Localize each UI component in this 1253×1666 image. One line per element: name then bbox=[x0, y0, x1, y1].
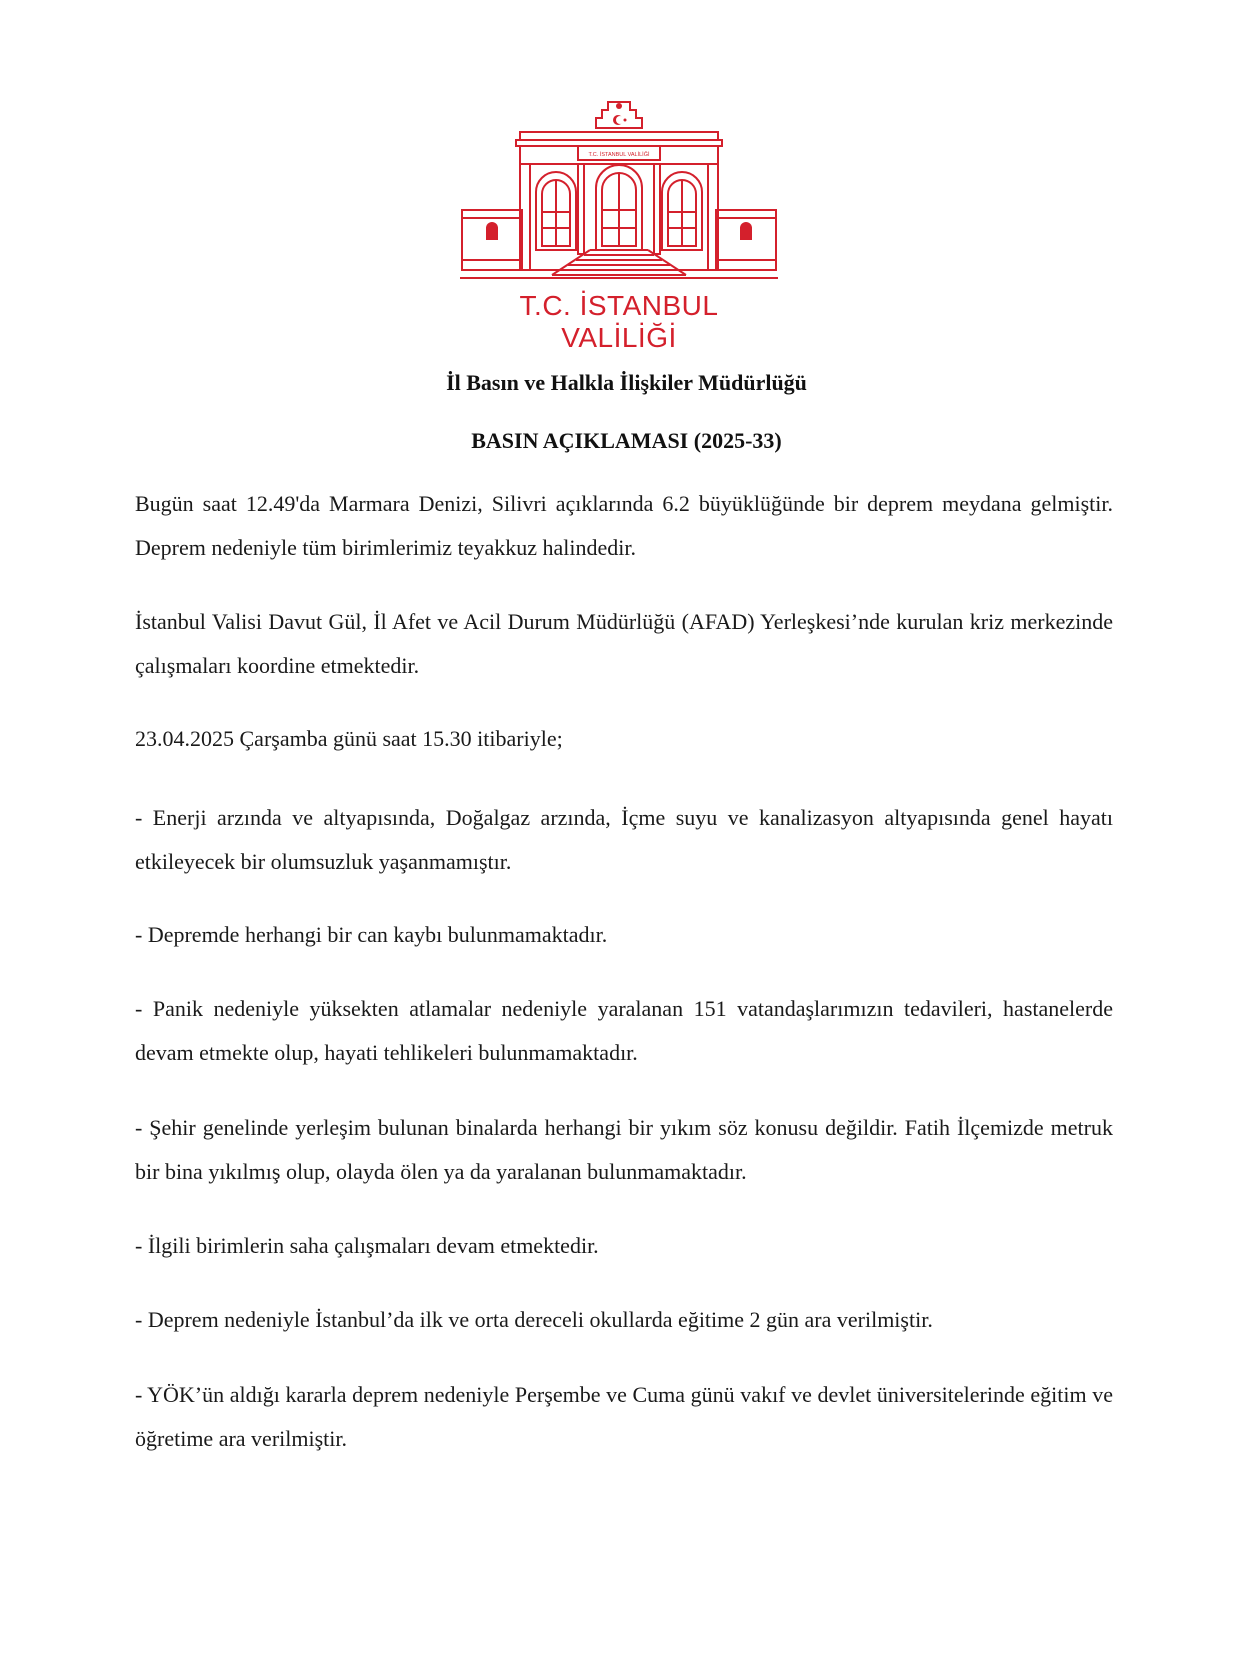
bullet-buildings: - Şehir genelinde yerleşim bulunan binalarda herhangi bir yıkım söz konusu değildir. Fatih İlçemizde metruk bir bina yıkılmış olup, olayda ölen ya da yaralanan bulunmamaktadır. bbox=[135, 1115, 1113, 1184]
governorship-building-icon bbox=[460, 100, 778, 280]
press-release-title: BASIN AÇIKLAMASI (2025-33) bbox=[471, 428, 782, 453]
logo-title: T.C. İSTANBUL VALİLİĞİ bbox=[519, 290, 719, 353]
bullet-infrastructure: - Enerji arzında ve altyapısında, Doğalgaz arzında, İçme suyu ve kanalizasyon altyapısında genel hayatı etkileyecek bir olumsuzluk yaşanmamıştır. bbox=[135, 805, 1113, 874]
bullet-casualties: - Depremde herhangi bir can kaybı bulunmamaktadır. bbox=[135, 922, 608, 947]
bullet-universities: - YÖK’ün aldığı kararla deprem nedeniyle Perşembe ve Cuma günü vakıf ve devlet üniversitelerinde eğitim ve öğretime ara verilmiştir. bbox=[135, 1382, 1113, 1451]
bullet-injured: - Panik nedeniyle yüksekten atlamalar nedeniyle yaralanan 151 vatandaşlarımızın tedavileri, hastanelerde devam etmekte olup, hayati tehlikeleri bulunmamaktadır. bbox=[135, 996, 1113, 1065]
department-heading: İl Basın ve Halkla İlişkiler Müdürlüğü bbox=[446, 370, 807, 395]
bullet-field-work: - İlgili birimlerin saha çalışmaları devam etmektedir. bbox=[135, 1233, 599, 1258]
paragraph-date: 23.04.2025 Çarşamba günü saat 15.30 itibariyle; bbox=[135, 726, 563, 751]
istanbul-governorship-logo bbox=[460, 100, 778, 353]
paragraph-governor: İstanbul Valisi Davut Gül, İl Afet ve Acil Durum Müdürlüğü (AFAD) Yerleşkesi’nde kurulan kriz merkezinde çalışmaları koordine etmektedir. bbox=[135, 609, 1113, 678]
bullet-schools: - Deprem nedeniyle İstanbul’da ilk ve orta dereceli okullarda eğitime 2 gün ara verilmiştir. bbox=[135, 1307, 933, 1332]
paragraph-earthquake: Bugün saat 12.49'da Marmara Denizi, Silivri açıklarında 6.2 büyüklüğünde bir deprem meydana gelmiştir. Deprem nedeniyle tüm birimlerimiz teyakkuz halindedir. bbox=[135, 491, 1113, 560]
building-sign-text: T.C. İSTANBUL VALİLİĞİ bbox=[588, 152, 650, 158]
